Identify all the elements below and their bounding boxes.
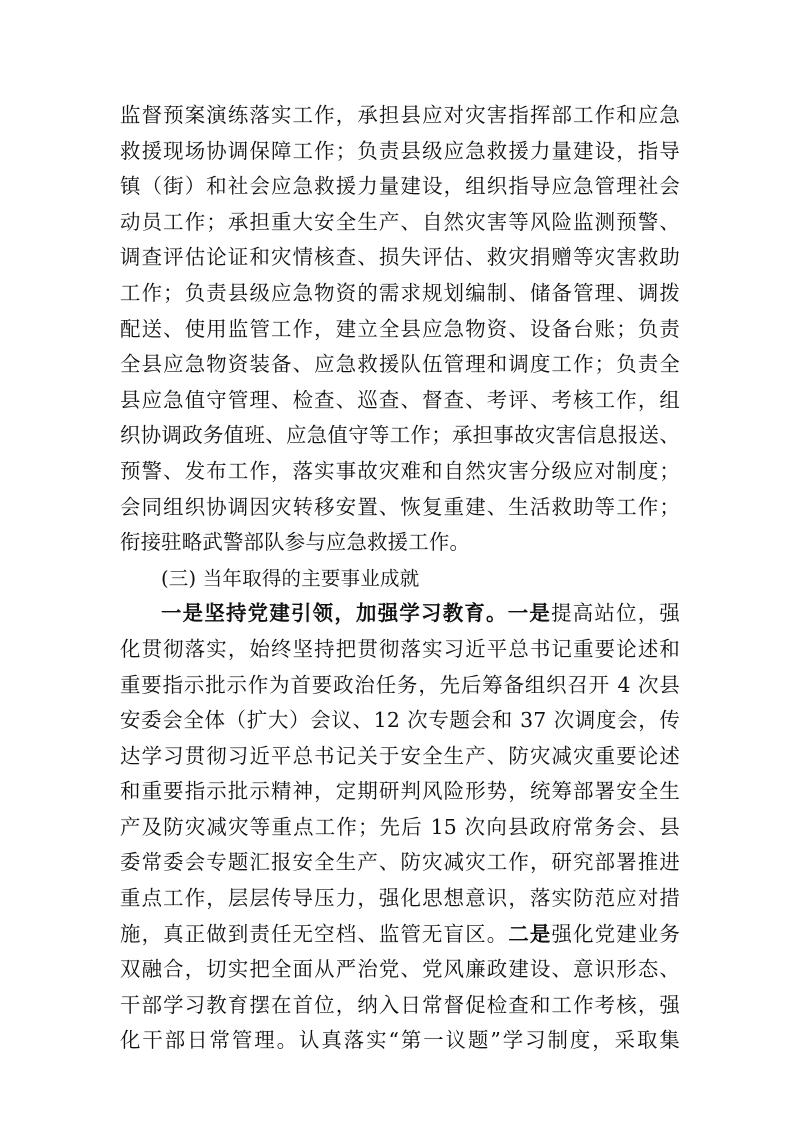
text-line: 工作；负责县级应急物资的需求规划编制、储备管理、调拨	[120, 280, 680, 305]
text-line: 全县应急物资装备、应急救援队伍管理和调度工作；负责全	[120, 352, 680, 377]
text-line: 衔接驻略武警部队参与应急救援工作。	[120, 530, 471, 555]
text-line: 织协调政务值班、应急值守等工作；承担事故灾害信息报送、	[120, 423, 680, 448]
text-line: 镇（街）和社会应急救援力量建设，组织指导应急管理社会	[120, 174, 680, 199]
text-line: 救援现场协调保障工作；负责县级应急救援力量建设，指导	[120, 138, 680, 163]
text-line: 预警、发布工作，落实事故灾难和自然灾害分级应对制度；	[120, 458, 680, 483]
document-page	[120, 98, 680, 1059]
text-line: 调查评估论证和灾情核查、损失评估、救灾捐赠等灾害救助	[120, 245, 680, 270]
text-line: 重点工作，层层传导压力，强化思想意识，落实防范应对措	[120, 886, 680, 911]
text-line: 动员工作；承担重大安全生产、自然灾害等风险监测预警、	[120, 209, 680, 234]
text-line: 监督预案演练落实工作，承担县应对灾害指挥部工作和应急	[120, 103, 680, 127]
text-line: 会同组织协调因灾转移安置、恢复重建、生活救助等工作；	[120, 494, 680, 519]
text-line: 化贯彻落实，始终坚持把贯彻落实习近平总书记重要论述和	[120, 636, 680, 661]
bold-lead: 二是	[508, 921, 552, 946]
text-line: 县应急值守管理、检查、巡查、督查、考评、考核工作，组	[120, 387, 680, 412]
text-line	[120, 596, 680, 632]
text-line: 和重要指示批示精神，定期研判风险形势，统筹部署安全生	[120, 779, 680, 804]
text-line: 重要指示批示作为首要政治任务，先后筹备组织召开 4 次县	[120, 672, 680, 697]
text-line: 安委会全体（扩大）会议、12 次专题会和 37 次调度会，传	[120, 708, 680, 733]
text-run: 提高站位，强	[551, 601, 680, 626]
bold-lead: 一是	[507, 601, 552, 626]
text-line: 配送、使用监管工作，建立全县应急物资、设备台账；负责	[120, 316, 680, 341]
text-line: 产及防灾减灾等重点工作；先后 15 次向县政府常务会、县	[120, 814, 680, 839]
text-line: 干部学习教育摆在首位，纳入日常督促检查和工作考核，强	[120, 992, 680, 1017]
text-run: 强化党建业务	[551, 921, 680, 946]
bold-lead: 一是坚持党建引领，加强学习教育。	[161, 601, 508, 626]
text-line: 委常委会专题汇报安全生产、防灾减灾工作，研究部署推进	[120, 850, 680, 875]
text-line: 达学习贯彻习近平总书记关于安全生产、防灾减灾重要论述	[120, 743, 680, 768]
text-line: 化干部日常管理。认真落实“第一议题”学习制度，采取集	[120, 1028, 680, 1053]
section-heading: (三) 当年取得的主要事业成就	[161, 566, 420, 590]
text-line	[120, 917, 680, 953]
text-line: 双融合，切实把全面从严治党、党风廉政建设、意识形态、	[120, 957, 680, 982]
text-run: 施，真正做到责任无空档、监管无盲区。	[120, 921, 509, 946]
